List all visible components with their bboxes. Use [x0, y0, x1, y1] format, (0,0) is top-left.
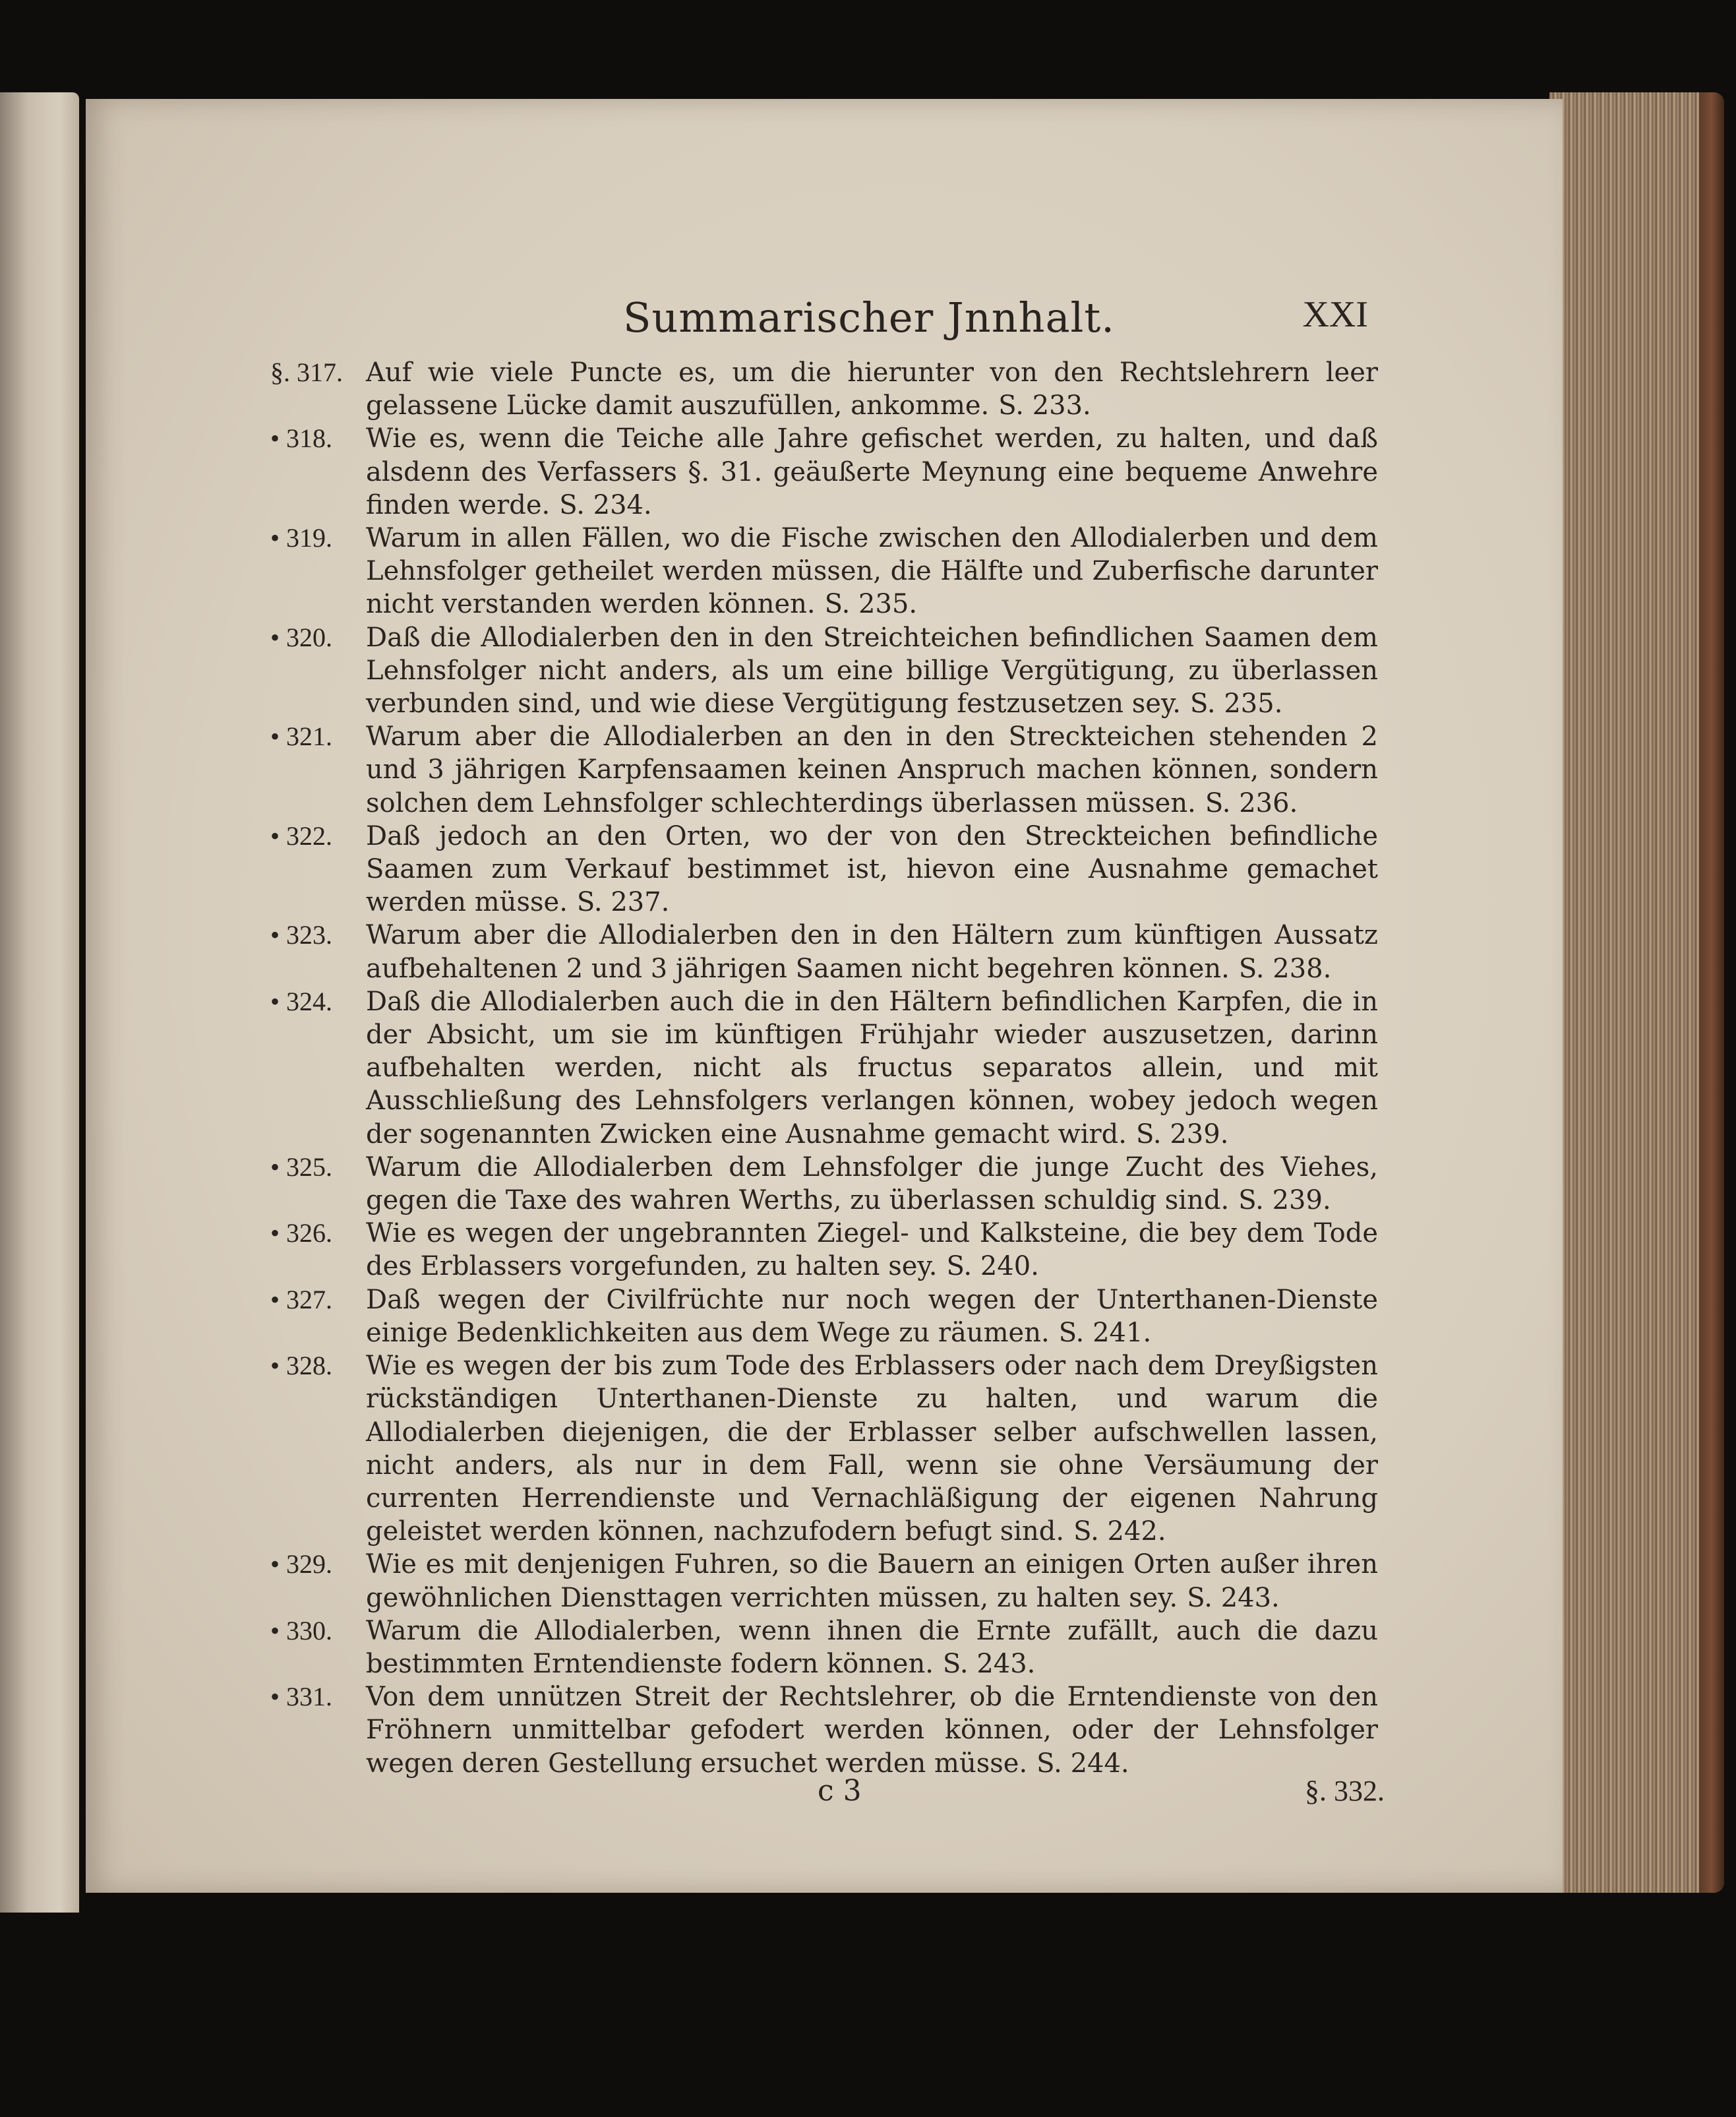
entry-text: Warum die Allodialerben dem Lehnsfolger die junge Zucht des Viehes, gegen die Taxe des wahren Werths, zu überlassen schuldig sind.	[366, 1151, 1378, 1216]
entry-page-ref: S. 235.	[1189, 689, 1283, 720]
entry-page-ref: S. 242.	[1073, 1516, 1166, 1547]
entry-323	[270, 919, 1378, 985]
entry-page-ref: S. 243.	[1187, 1582, 1280, 1613]
entry-text: Daß die Allodialerben den in den Streichteichen befindlichen Saamen dem Lehnsfolger nicht anders, als um eine billige Vergütigung, zu überlassen verbunden sind, und wie diese Vergütigung festzusetzen sey.	[366, 622, 1378, 720]
entry-page-ref: S. 238.	[1238, 953, 1332, 984]
entry-page-ref: S. 234.	[559, 489, 652, 520]
entry-page-ref: S. 236.	[1205, 787, 1298, 818]
entry-page-ref: S. 239.	[1238, 1185, 1331, 1216]
summary-entries	[270, 356, 1378, 1780]
entry-number: • 322.	[270, 820, 333, 851]
entry-318	[270, 422, 1378, 522]
page-number: XXI	[1302, 294, 1368, 335]
entry-text: Wie es wegen der bis zum Tode des Erblassers oder nach dem Dreyßigsten rückständigen Unterthanen-Dienste zu halten, und warum die Allodialerben diejenigen, die der Erblasser selber aufschwellen lassen, nicht anders, als nur in dem Fall, wenn sie ohne Versäumung der currenten Herrendienste und Vernachläßigung der eigenen Nahrung geleistet werden können, nachzufodern befugt sind.	[366, 1351, 1378, 1547]
entry-number: • 320.	[270, 622, 333, 652]
entry-number: • 319.	[270, 523, 333, 553]
entry-text: Wie es, wenn die Teiche alle Jahre gefischet werden, zu halten, und daß alsdenn des Verfassers §. 31. geäußerte Meynung eine bequeme Anwehre finden werde.	[366, 423, 1378, 520]
page-title: Summarischer Jnnhalt.	[623, 293, 1115, 342]
entry-number: • 323.	[270, 920, 333, 950]
entry-326	[270, 1217, 1378, 1283]
entry-text: Von dem unnützen Streit der Rechtslehrer, ob die Erntendienste von den Fröhnern unmittelbar gefodert werden können, oder der Lehnsfolger wegen deren Gestellung ersuchet werden müsse.	[366, 1682, 1378, 1779]
entry-page-ref: S. 243.	[942, 1648, 1036, 1679]
entry-text: Warum aber die Allodialerben an den in den Streckteichen stehenden 2 und 3 jährigen Karpfensaamen keinen Anspruch machen können, sondern solchen dem Lehnsfolger schlechterdings überlassen müssen.	[366, 721, 1378, 818]
entry-page-ref: S. 239.	[1135, 1119, 1229, 1150]
entry-number: • 324.	[270, 986, 333, 1016]
entry-322	[270, 820, 1378, 919]
facing-page-edge	[0, 92, 79, 1913]
entry-text: Auf wie viele Puncte es, um die hierunter von den Rechtslehrern leer gelassene Lücke damit auszufüllen, ankomme.	[366, 357, 1378, 421]
entry-text: Warum aber die Allodialerben den in den Hältern zum künftigen Aussatz aufbehaltenen 2 und 3 jährigen Saamen nicht begehren können.	[366, 920, 1378, 984]
entry-331	[270, 1680, 1378, 1780]
entry-324	[270, 985, 1378, 1151]
catchword: §. 332.	[1305, 1775, 1385, 1807]
entry-330	[270, 1614, 1378, 1680]
entry-329	[270, 1548, 1378, 1614]
entry-number: • 318.	[270, 423, 333, 454]
entry-text: Daß wegen der Civilfrüchte nur noch wegen der Unterthanen-Dienste einige Bedenklichkeiten aus dem Wege zu räumen.	[366, 1284, 1378, 1348]
entry-number: • 321.	[270, 721, 333, 752]
entry-text: Warum in allen Fällen, wo die Fische zwischen den Allodialerben und dem Lehnsfolger getheilet werden müssen, die Hälfte und Zuberfische darunter nicht verstanden werden können.	[366, 523, 1378, 620]
running-header	[623, 293, 1368, 353]
entry-number: §. 317.	[270, 357, 343, 387]
entry-321	[270, 720, 1378, 820]
entry-text: Wie es wegen der ungebrannten Ziegel- und Kalksteine, die bey dem Tode des Erblassers vorgefunden, zu halten sey.	[366, 1218, 1378, 1282]
entry-text: Warum die Allodialerben, wenn ihnen die Ernte zufällt, auch die dazu bestimmten Erntendienste fodern können.	[366, 1615, 1378, 1679]
entry-number: • 331.	[270, 1682, 333, 1712]
entry-number: • 328.	[270, 1351, 333, 1381]
entry-320	[270, 621, 1378, 721]
entry-number: • 329.	[270, 1549, 333, 1580]
entry-page-ref: S. 235.	[824, 589, 918, 620]
page-footer	[270, 1774, 1385, 1814]
entry-page-ref: S. 233.	[998, 390, 1091, 421]
entry-page-ref: S. 241.	[1058, 1317, 1152, 1348]
signature-mark: c 3	[818, 1774, 862, 1808]
entry-page-ref: S. 244.	[1036, 1748, 1129, 1779]
entry-text: Daß jedoch an den Orten, wo der von den Streckteichen befindliche Saamen zum Verkauf bestimmet ist, hievon eine Ausnahme gemachet werden müsse.	[366, 820, 1378, 918]
entry-327	[270, 1283, 1378, 1349]
entry-319	[270, 522, 1378, 621]
entry-number: • 325.	[270, 1151, 333, 1182]
entry-page-ref: S. 240.	[946, 1251, 1039, 1282]
entry-325	[270, 1151, 1378, 1217]
entry-number: • 327.	[270, 1284, 333, 1314]
entry-328	[270, 1349, 1378, 1548]
entry-number: • 326.	[270, 1218, 333, 1248]
entry-text: Wie es mit denjenigen Fuhren, so die Bauern an einigen Orten außer ihren gewöhnlichen Diensttagen verrichten müssen, zu halten sey.	[366, 1549, 1378, 1613]
entry-number: • 330.	[270, 1615, 333, 1645]
entry-317	[270, 356, 1378, 422]
book-fore-edge	[1549, 92, 1724, 1893]
entry-text: Daß die Allodialerben auch die in den Hältern befindlichen Karpfen, die in der Absicht, um sie im künftigen Frühjahr wieder auszusetzen, darinn aufbehalten werden, nicht als fructus separatos allein, und mit Ausschließung des Lehnsfolgers verlangen können, wobey jedoch wegen der sogenannten Zwicken eine Ausnahme gemacht wird.	[366, 986, 1378, 1150]
entry-page-ref: S. 237.	[576, 887, 670, 918]
